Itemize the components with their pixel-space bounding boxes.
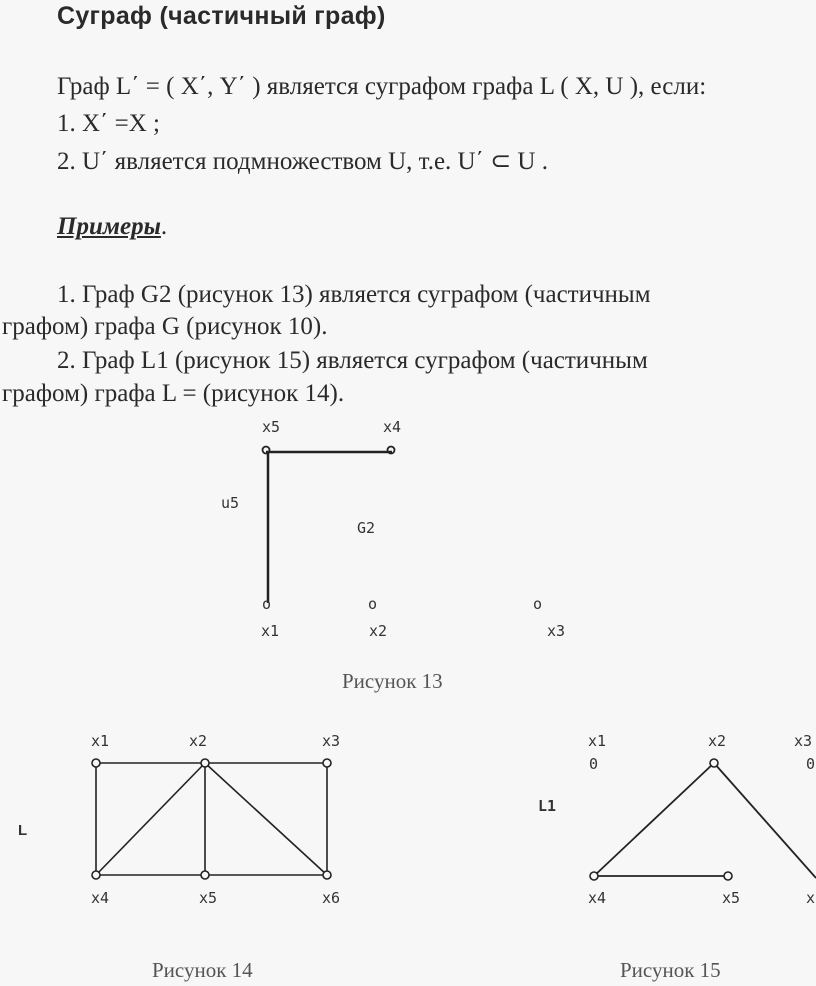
label-x1: x1 bbox=[91, 732, 110, 750]
label-x3: x3 bbox=[547, 622, 566, 640]
edge-x2-x4 bbox=[96, 763, 205, 875]
label-x5: x5 bbox=[199, 889, 218, 907]
label-x6: x6 bbox=[322, 889, 341, 907]
examples-heading-text: Примеры bbox=[57, 213, 161, 240]
label-x2: x2 bbox=[708, 732, 727, 750]
node-x3: 0 bbox=[806, 755, 816, 773]
edge-x2-x6 bbox=[714, 763, 816, 878]
label-x4: x4 bbox=[383, 418, 402, 436]
caption-figure-14: Рисунок 14 bbox=[152, 958, 253, 982]
edge-x2-x4 bbox=[594, 763, 714, 876]
label-x4: x4 bbox=[588, 889, 607, 907]
figure-14 bbox=[18, 732, 340, 982]
node-x2: o bbox=[368, 595, 378, 613]
node-x1: o bbox=[262, 595, 272, 613]
figure-15 bbox=[538, 732, 816, 982]
label-x6: x bbox=[806, 889, 816, 907]
node-x3: o bbox=[533, 595, 543, 613]
example-1-line-1: 1. Граф G2 (рисунок 13) является суграфом (частичным bbox=[57, 281, 651, 308]
definition-line-1: Граф L΄ = ( X΄, Y΄ ) является суграфом графа L ( X, U ), если: bbox=[57, 73, 707, 100]
examples-heading-suffix: . bbox=[160, 213, 168, 240]
node-x3 bbox=[323, 759, 331, 767]
graph-label-l1: L1 bbox=[538, 797, 557, 815]
caption-figure-13: Рисунок 13 bbox=[342, 669, 443, 693]
node-x5 bbox=[201, 871, 209, 879]
edge-x2-x6 bbox=[205, 763, 327, 875]
definition-line-2: 1. X΄ =X ; bbox=[57, 110, 160, 137]
label-x1: x1 bbox=[588, 732, 607, 750]
label-x4: x4 bbox=[91, 889, 110, 907]
label-x3: x3 bbox=[322, 732, 341, 750]
node-x1: 0 bbox=[589, 755, 599, 773]
edge-label-u5: u5 bbox=[221, 494, 240, 512]
graph-label-l: L bbox=[18, 822, 28, 839]
page-title: Суграф (частичный граф) bbox=[57, 2, 386, 30]
example-2-line-2: графом) графа L = (рисунок 14). bbox=[2, 380, 345, 407]
node-x4 bbox=[92, 871, 100, 879]
label-x2: x2 bbox=[369, 622, 388, 640]
node-x2 bbox=[710, 759, 718, 767]
node-x1 bbox=[92, 759, 100, 767]
example-2-line-1: 2. Граф L1 (рисунок 15) является суграфом (частичным bbox=[57, 347, 648, 374]
label-x5: x5 bbox=[722, 889, 741, 907]
label-x1: x1 bbox=[261, 622, 280, 640]
label-x3: x3 bbox=[794, 732, 813, 750]
label-x2: x2 bbox=[189, 732, 208, 750]
node-x4 bbox=[590, 872, 598, 880]
node-x2 bbox=[201, 759, 209, 767]
figure-13 bbox=[221, 418, 565, 693]
example-1-line-2: графом) графа G (рисунок 10). bbox=[2, 313, 328, 340]
definition-line-3: 2. U΄ является подмножеством U, т.е. U΄ ⊂ U . bbox=[57, 148, 548, 175]
node-x5 bbox=[724, 872, 732, 880]
label-x5: x5 bbox=[262, 418, 281, 436]
node-x6 bbox=[323, 871, 331, 879]
caption-figure-15: Рисунок 15 bbox=[620, 958, 721, 982]
graph-label-g2: G2 bbox=[357, 519, 376, 537]
